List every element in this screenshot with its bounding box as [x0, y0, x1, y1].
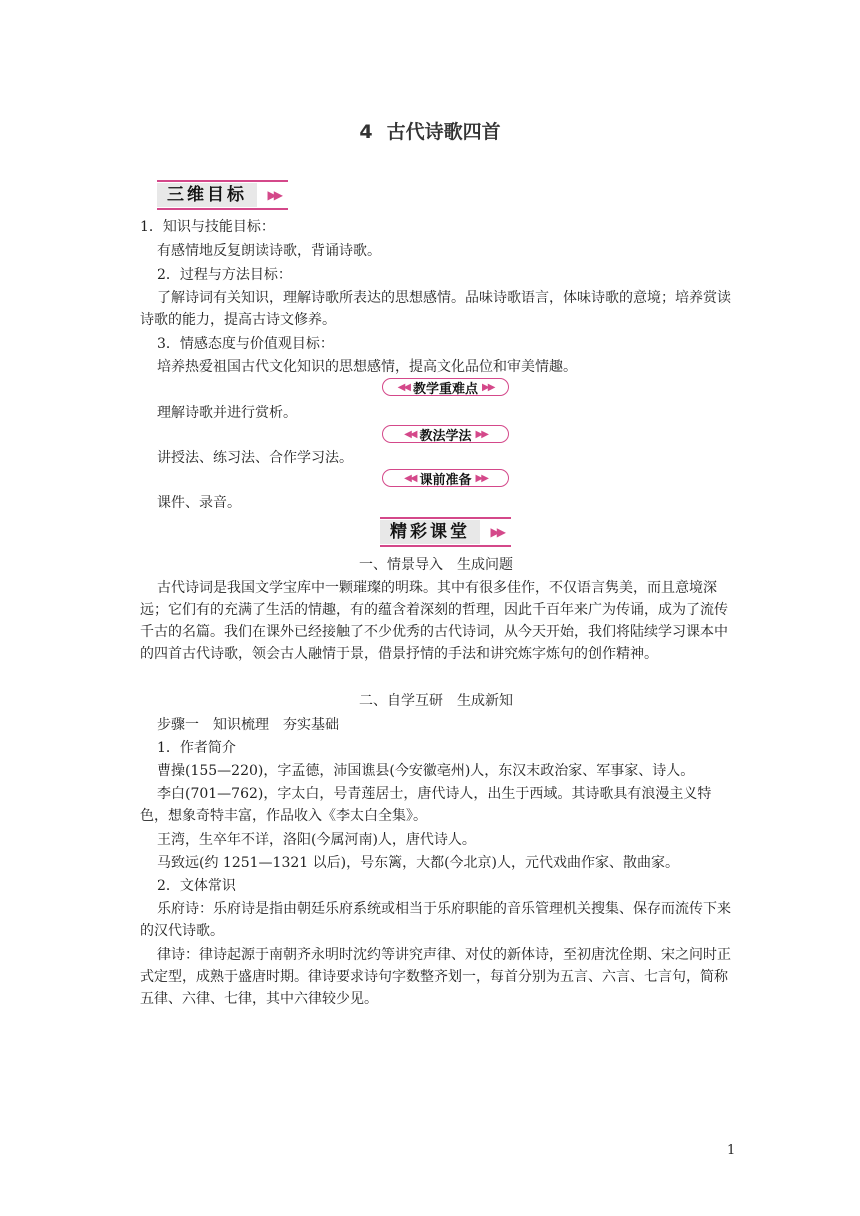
genre-lvshi: 律诗：律诗起源于南朝齐永明时沈约等讲究声律、对仗的新体诗，至初唐沈佺期、宋之问时正式定型，成熟于盛唐时期。律诗要求诗句字数整齐划一，每首分别为五言、六言、七言句，简称五律、六律、七律，其中六律较少见。	[140, 947, 731, 1007]
goal-2-heading: 2．过程与方法目标：	[157, 267, 292, 283]
part-2-heading: 二、自学互研 生成新知	[359, 693, 513, 709]
right-double-arrow-icon: ▶▶	[475, 428, 487, 440]
banner-label-goals: 三维目标	[157, 183, 257, 207]
double-arrow-icon: ▶▶	[267, 188, 280, 202]
section-banner-goals	[157, 180, 288, 210]
prep-body: 课件、录音。	[157, 495, 241, 511]
genre-heading: 2．文体常识	[157, 878, 236, 894]
author-intro-heading: 1．作者简介	[157, 740, 236, 756]
step-1-heading: 步骤一 知识梳理 夯实基础	[157, 717, 339, 733]
lesson-title	[0, 117, 860, 144]
genre-yuefu: 乐府诗：乐府诗是指由朝廷乐府系统或相当于乐府职能的音乐管理机关搜集、保存而流传下来的汉代诗歌。	[140, 901, 731, 939]
left-double-arrow-icon: ◀◀	[404, 428, 416, 440]
section-pill-prep	[382, 469, 509, 487]
section-pill-key-points	[382, 378, 509, 396]
pill-label-methods: 教法学法	[419, 428, 472, 444]
right-double-arrow-icon: ▶▶	[475, 472, 487, 484]
left-double-arrow-icon: ◀◀	[404, 472, 416, 484]
goal-1-body: 有感情地反复朗读诗歌，背诵诗歌。	[157, 243, 381, 259]
goal-3-heading: 3．情感态度与价值观目标：	[157, 336, 334, 352]
goal-3-body: 培养热爱祖国古代文化知识的思想感情，提高文化品位和审美情趣。	[157, 359, 577, 375]
goal-2-body: 了解诗词有关知识，理解诗歌所表达的思想感情。品味诗歌语言，体味诗歌的意境；培养赏读诗歌的能力，提高古诗文修养。	[140, 290, 731, 328]
right-double-arrow-icon: ▶▶	[482, 381, 494, 393]
author-li-bai: 李白(701—762)，字太白，号青莲居士，唐代诗人，出生于西域。其诗歌具有浪漫主义特色，想象奇特丰富，作品收入《李太白全集》。	[140, 786, 712, 824]
methods-body: 讲授法、练习法、合作学习法。	[157, 450, 353, 466]
banner-label-classroom: 精彩课堂	[380, 520, 480, 544]
author-ma-zhiyuan: 马致远(约 1251—1321 以后)，号东篱，大都(今北京)人，元代戏曲作家、散曲家。	[157, 855, 680, 871]
author-cao-cao: 曹操(155—220)，字孟德，沛国谯县(今安徽亳州)人，东汉末政治家、军事家、诗人。	[157, 763, 695, 779]
goal-1-heading: 1．知识与技能目标：	[140, 219, 275, 235]
pill-label-prep: 课前准备	[419, 472, 472, 488]
lesson-title-text: 古代诗歌四首	[386, 121, 501, 143]
lesson-number: 4	[359, 121, 373, 143]
double-arrow-icon: ▶▶	[490, 525, 503, 539]
part-1-body: 古代诗词是我国文学宝库中一颗璀璨的明珠。其中有很多佳作，不仅语言隽美，而且意境深远；它们有的充满了生活的情趣，有的蕴含着深刻的哲理，因此千百年来广为传诵，成为了流传千古的名篇。我们在课外已经接触了不少优秀的古代诗词，从今天开始，我们将陆续学习课本中的四首古代诗歌，领会古人融情于景，借景抒情的手法和讲究炼字炼句的创作精神。	[140, 580, 728, 662]
part-1-heading: 一、情景导入 生成问题	[359, 557, 513, 573]
pill-label-key-points: 教学重难点	[412, 381, 478, 397]
page-number: 1	[727, 1143, 736, 1158]
section-banner-classroom	[380, 517, 511, 547]
section-pill-methods	[382, 425, 509, 443]
author-wang-wan: 王湾，生卒年不详，洛阳(今属河南)人，唐代诗人。	[157, 832, 476, 848]
key-points-body: 理解诗歌并进行赏析。	[157, 405, 297, 421]
left-double-arrow-icon: ◀◀	[397, 381, 409, 393]
